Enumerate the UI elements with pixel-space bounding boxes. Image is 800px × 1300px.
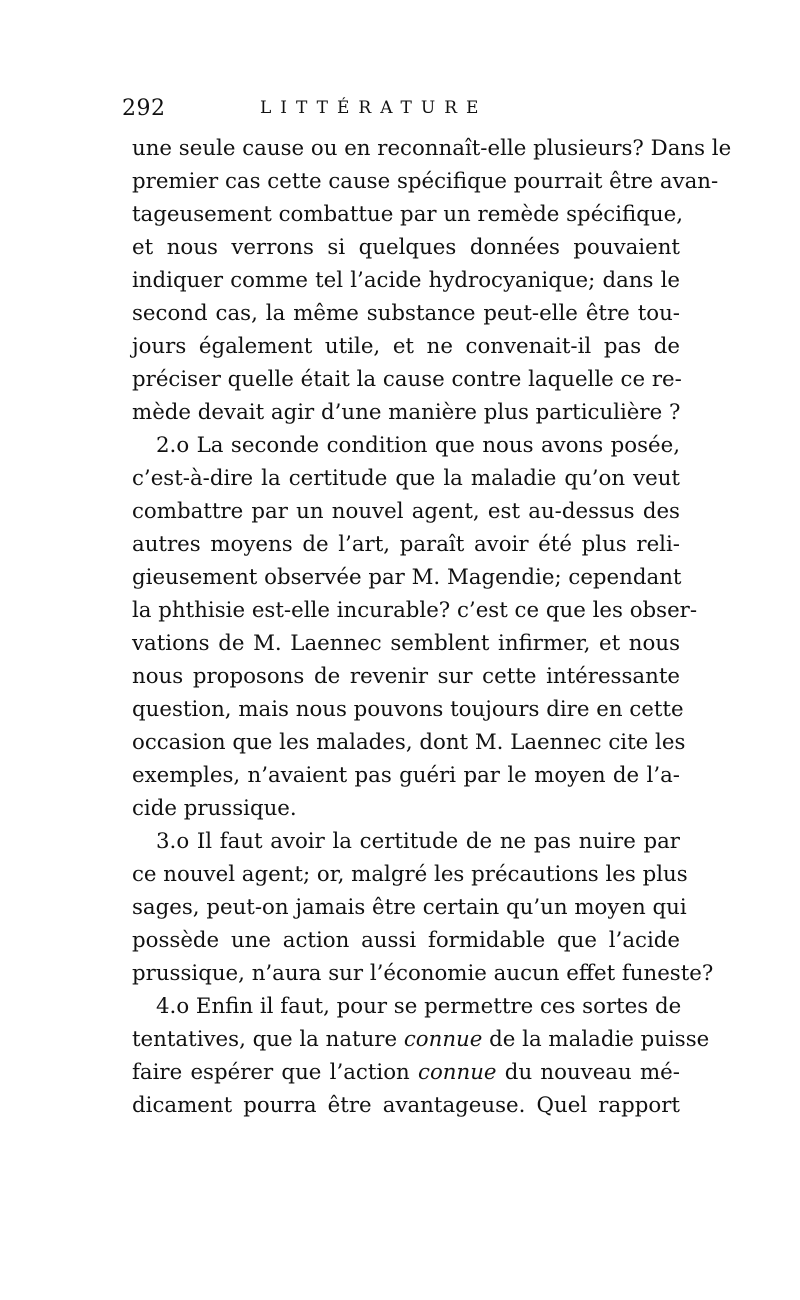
- text-line: mède devait agir d’une manière plus particulière ?: [132, 400, 681, 425]
- text-line: tageusement combattue par un remède spécifique,: [132, 202, 683, 227]
- text-line: occasion que les malades, dont M. Laennec cite les: [132, 730, 686, 755]
- text-line: possède une action aussi formidable que l’acide: [132, 928, 680, 953]
- text-line: combattre par un nouvel agent, est au-dessus des: [132, 499, 680, 524]
- text-line: second cas, la même substance peut-elle être tou-: [132, 301, 680, 326]
- text-line: indiquer comme tel l’acide hydrocyanique; dans le: [132, 268, 680, 293]
- text-line: sages, peut-on jamais être certain qu’un moyen qui: [132, 895, 687, 920]
- text-line-with-italic: [132, 1056, 680, 1089]
- paragraph-3-start: 3.o Il faut avoir la certitude de ne pas nuire par: [156, 829, 680, 854]
- text-line: et nous verrons si quelques données pouvaient: [132, 235, 680, 260]
- text-line: premier cas cette cause spécifique pourrait être avan-: [132, 169, 719, 194]
- paragraph-2-start: 2.o La seconde condition que nous avons posée,: [156, 433, 680, 458]
- text-line: question, mais nous pouvons toujours dire en cette: [132, 697, 684, 722]
- body-text: [132, 132, 732, 1122]
- text-segment: de la maladie puisse: [482, 1027, 710, 1052]
- italic-word: connue: [418, 1060, 497, 1085]
- text-line: exemples, n’avaient pas guéri par le moyen de l’a-: [132, 763, 680, 788]
- text-segment: tentatives, que la nature: [132, 1027, 404, 1052]
- text-segment: du nouveau mé-: [496, 1060, 680, 1085]
- text-line: nous proposons de revenir sur cette intéressante: [132, 664, 680, 689]
- text-line-with-italic: [132, 1023, 710, 1056]
- text-line: jours également utile, et ne convenait-il pas de: [132, 334, 680, 359]
- text-line: gieusement observée par M. Magendie; cependant: [132, 565, 682, 590]
- italic-word: connue: [403, 1027, 483, 1052]
- text-line: une seule cause ou en reconnaît-elle plusieurs? Dans le: [132, 136, 732, 161]
- text-line: la phthisie est-elle incurable? c’est ce que les obser-: [132, 598, 698, 623]
- text-line: prussique, n’aura sur l’économie aucun effet funeste?: [132, 961, 714, 986]
- text-line: autres moyens de l’art, paraît avoir été plus reli-: [132, 532, 680, 557]
- text-segment: faire espérer que l’action: [132, 1060, 419, 1085]
- text-line: dicament pourra être avantageuse. Quel rapport: [132, 1093, 680, 1118]
- text-line: ce nouvel agent; or, malgré les précautions les plus: [132, 862, 688, 887]
- section-title: LITTÉRATURE: [260, 98, 488, 118]
- page-number: 292: [122, 96, 166, 121]
- paragraph-4-start: 4.o Enfin il faut, pour se permettre ces sortes de: [156, 994, 682, 1019]
- text-line: vations de M. Laennec semblent infirmer, et nous: [132, 631, 680, 656]
- running-head: [122, 96, 682, 126]
- text-line: c’est-à-dire la certitude que la maladie qu’on veut: [132, 466, 680, 491]
- text-line: préciser quelle était la cause contre laquelle ce re-: [132, 367, 682, 392]
- text-line: cide prussique.: [132, 796, 297, 821]
